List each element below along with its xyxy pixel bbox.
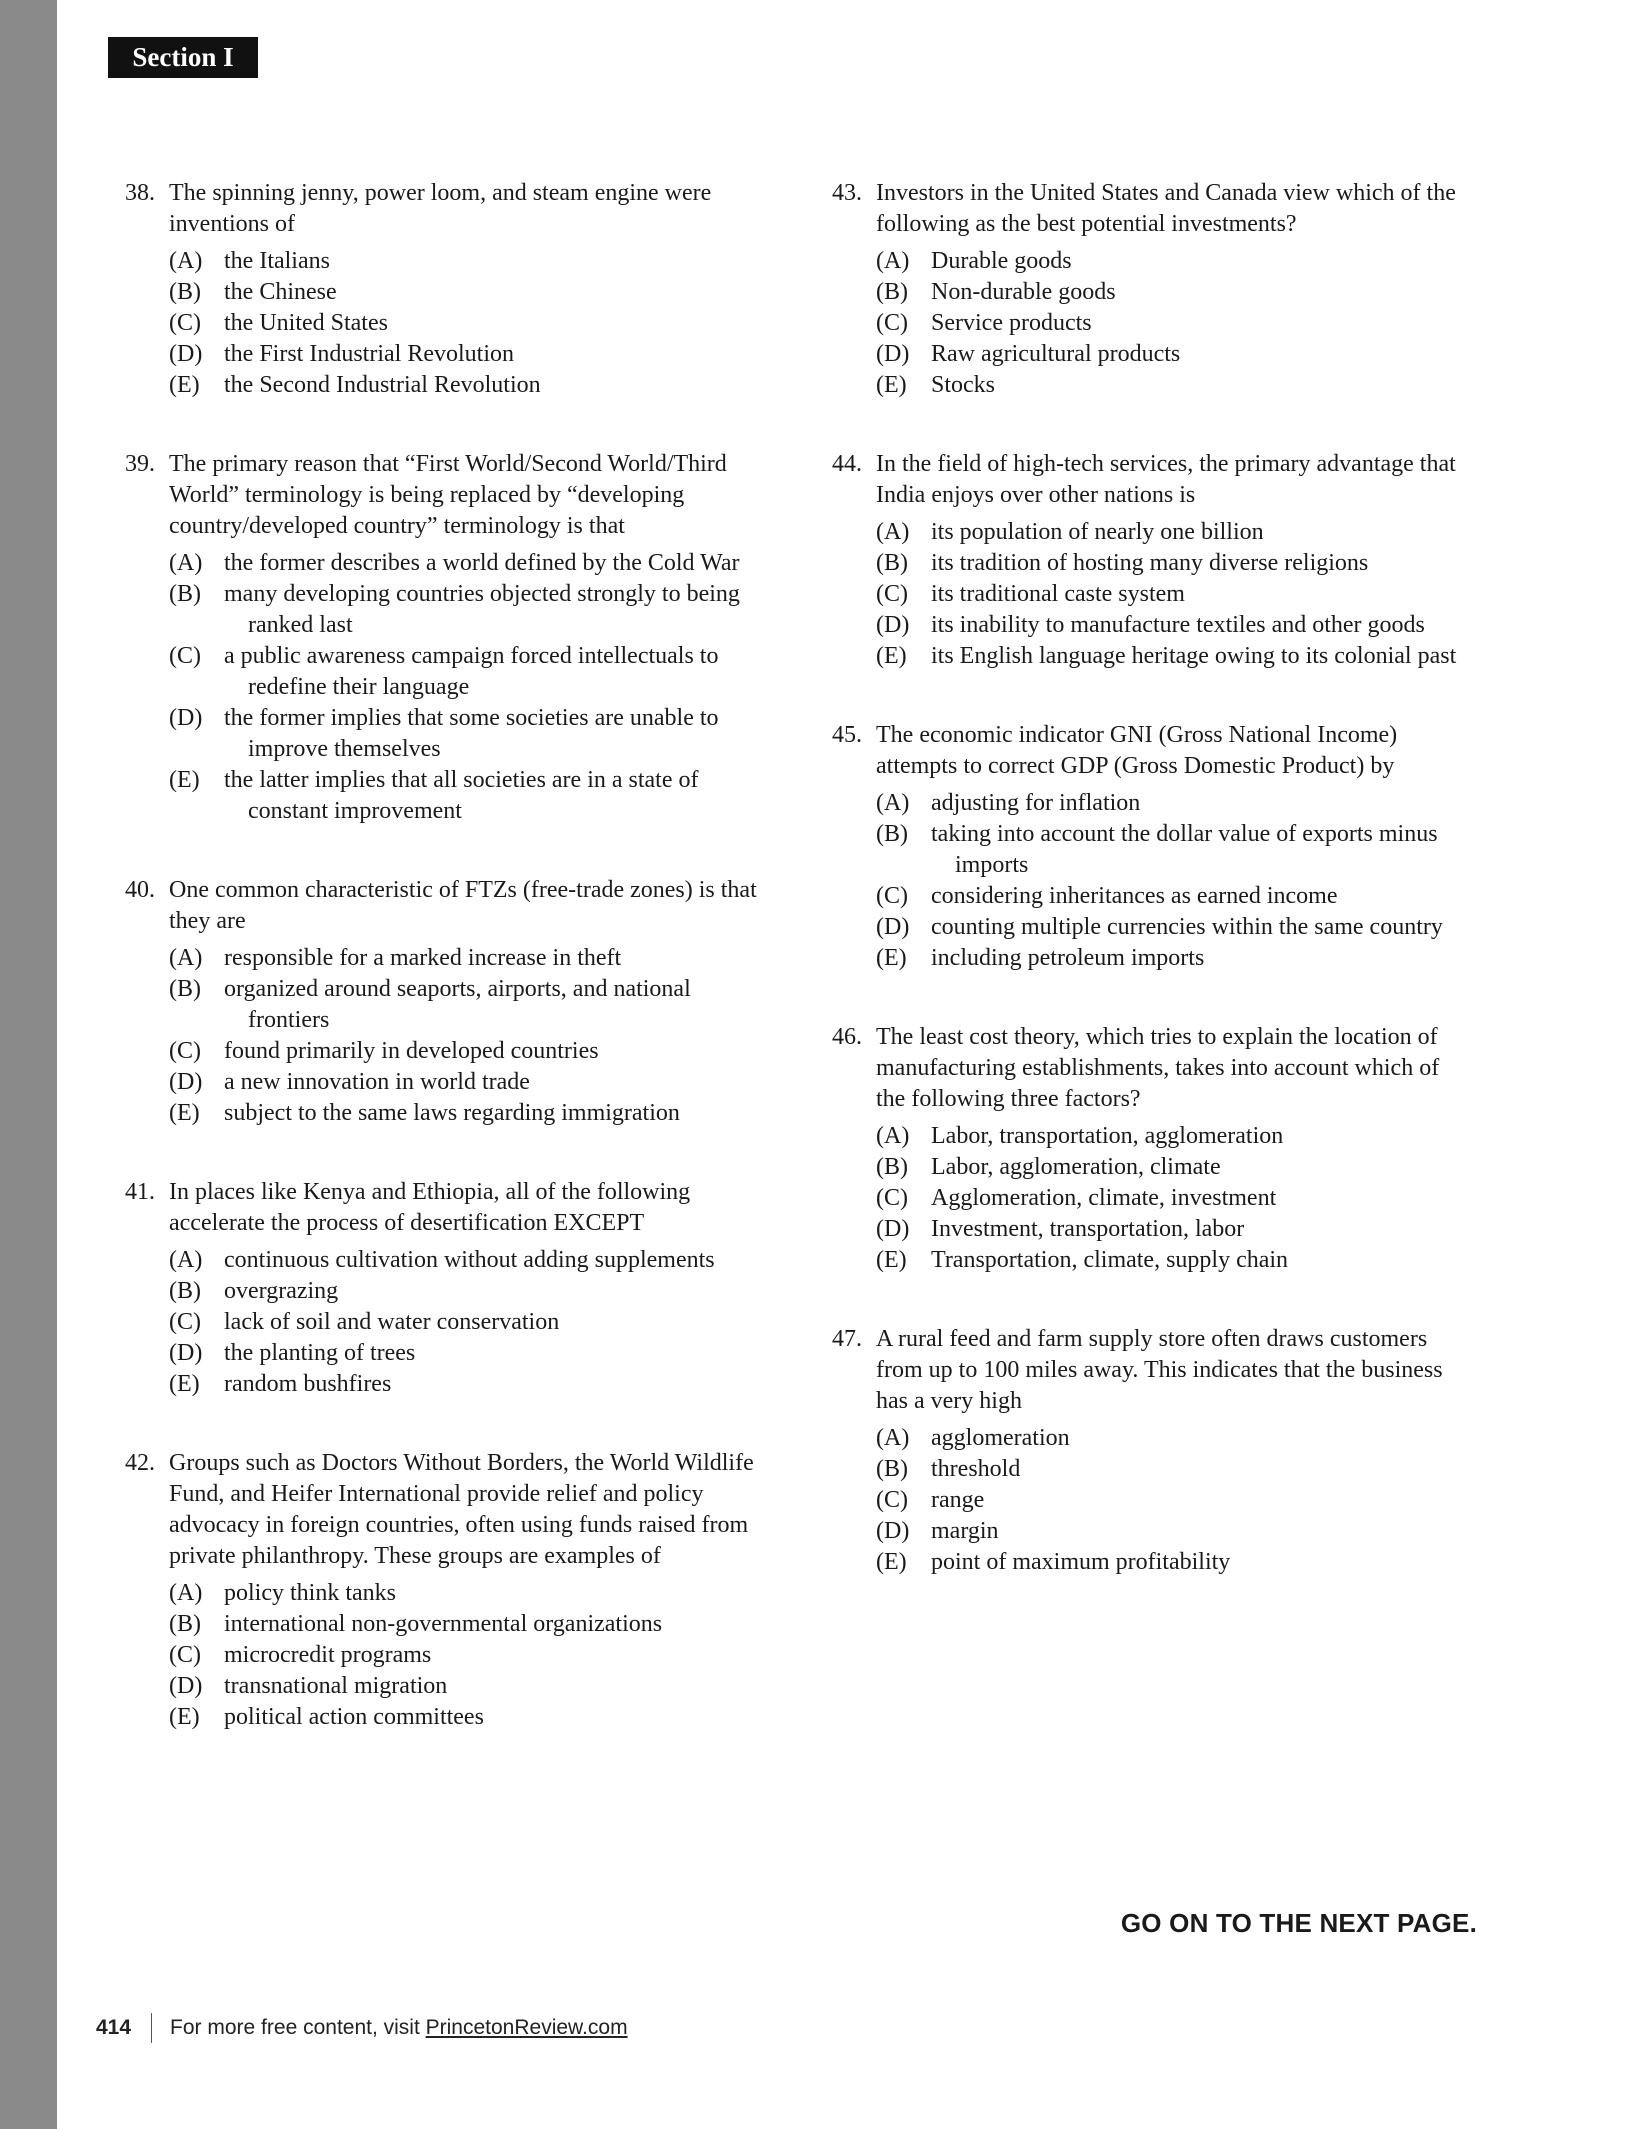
left-question-column	[125, 178, 765, 1733]
option-letter: (E)	[876, 1549, 907, 1575]
option-text: Investment, transportation, labor	[931, 1216, 1245, 1242]
page-number: 414	[96, 2016, 132, 2039]
answer-option	[169, 339, 765, 370]
answer-option	[169, 1702, 765, 1733]
answer-option	[169, 1640, 765, 1671]
question-text: The least cost theory, which tries to explain the location of manufacturing establishments, takes into account which of the following three factors?	[876, 1024, 1440, 1112]
option-text: the planting of trees	[224, 1340, 416, 1366]
answer-options	[169, 548, 765, 827]
option-letter: (D)	[876, 1216, 910, 1242]
option-text: subject to the same laws regarding immigration	[224, 1100, 680, 1126]
option-letter: (D)	[169, 341, 203, 367]
option-letter: (C)	[876, 1185, 908, 1211]
option-letter: (A)	[169, 945, 203, 971]
answer-options	[169, 246, 765, 401]
question-41	[125, 1177, 765, 1400]
answer-options	[876, 1121, 1472, 1276]
option-letter: (B)	[169, 1278, 201, 1304]
option-letter: (D)	[876, 914, 910, 940]
option-letter: (E)	[169, 1371, 200, 1397]
question-stem	[832, 449, 1472, 511]
option-text: Labor, agglomeration, climate	[931, 1154, 1221, 1180]
answer-option	[876, 548, 1472, 579]
option-text: the Chinese	[224, 279, 337, 305]
question-44	[832, 449, 1472, 672]
answer-options	[876, 246, 1472, 401]
option-letter: (E)	[876, 643, 907, 669]
answer-option	[876, 1485, 1472, 1516]
option-letter: (D)	[169, 1340, 203, 1366]
question-stem	[125, 1448, 765, 1572]
option-letter: (B)	[169, 976, 201, 1002]
question-text: A rural feed and farm supply store often draws customers from up to 100 miles away. This indicates that the business has a very high	[876, 1326, 1443, 1414]
answer-option	[169, 641, 765, 703]
question-46	[832, 1022, 1472, 1276]
option-text: Labor, transportation, agglomeration	[931, 1123, 1284, 1149]
question-spacer	[832, 672, 1472, 720]
answer-option	[169, 1036, 765, 1067]
answer-option	[169, 1307, 765, 1338]
option-letter: (B)	[169, 581, 201, 607]
option-text: considering inheritances as earned income	[931, 883, 1338, 909]
footer-link[interactable]: PrincetonReview.com	[425, 2016, 628, 2039]
option-text: the Italians	[224, 248, 330, 274]
option-letter: (D)	[876, 612, 910, 638]
answer-options	[169, 1578, 765, 1733]
question-number: 39.	[125, 451, 155, 477]
option-letter: (E)	[169, 1704, 200, 1730]
option-text: margin	[931, 1518, 999, 1544]
option-text: policy think tanks	[224, 1580, 396, 1606]
option-text: lack of soil and water conservation	[224, 1309, 560, 1335]
option-letter: (B)	[876, 1154, 908, 1180]
option-text: Service products	[931, 310, 1092, 336]
question-number: 47.	[832, 1326, 862, 1352]
option-letter: (B)	[876, 1456, 908, 1482]
option-letter: (E)	[876, 372, 907, 398]
option-letter: (C)	[169, 643, 201, 669]
option-text: microcredit programs	[224, 1642, 432, 1668]
option-letter: (B)	[169, 279, 201, 305]
answer-option	[876, 912, 1472, 943]
option-letter: (A)	[169, 550, 203, 576]
answer-option	[876, 943, 1472, 974]
question-number: 38.	[125, 180, 155, 206]
answer-option	[169, 1609, 765, 1640]
option-text: a new innovation in world trade	[224, 1069, 530, 1095]
question-text: The spinning jenny, power loom, and steam engine were inventions of	[169, 180, 712, 237]
question-text: In the field of high-tech services, the primary advantage that India enjoys over other nations is	[876, 451, 1456, 508]
option-letter: (C)	[876, 310, 908, 336]
option-text: Non-durable goods	[931, 279, 1116, 305]
section-label: Section I	[108, 37, 258, 78]
option-text: its English language heritage owing to its colonial past	[931, 643, 1457, 669]
option-text: its tradition of hosting many diverse religions	[931, 550, 1369, 576]
answer-option	[876, 246, 1472, 277]
question-spacer	[125, 1129, 765, 1177]
option-text: its inability to manufacture textiles and other goods	[931, 612, 1425, 638]
answer-option	[169, 277, 765, 308]
option-letter: (D)	[169, 1069, 203, 1095]
option-letter: (A)	[876, 248, 910, 274]
answer-option	[169, 308, 765, 339]
option-text: its population of nearly one billion	[931, 519, 1264, 545]
option-letter: (C)	[169, 1309, 201, 1335]
option-text: the Second Industrial Revolution	[224, 372, 541, 398]
option-text: overgrazing	[224, 1278, 339, 1304]
option-text: its traditional caste system	[931, 581, 1185, 607]
option-letter: (A)	[169, 1580, 203, 1606]
answer-option	[876, 1423, 1472, 1454]
option-text: threshold	[931, 1456, 1021, 1482]
question-stem	[125, 1177, 765, 1239]
page-edge-bar	[0, 0, 57, 2129]
option-letter: (E)	[876, 1247, 907, 1273]
question-text: In places like Kenya and Ethiopia, all of the following accelerate the process of desertification EXCEPT	[169, 1179, 691, 1236]
question-47	[832, 1324, 1472, 1578]
answer-option	[876, 1152, 1472, 1183]
question-text: Groups such as Doctors Without Borders, the World Wildlife Fund, and Heifer International provide relief and policy advocacy in foreign countries, often using funds raised from private philanthropy. These groups are examples of	[169, 1450, 754, 1569]
question-spacer	[125, 1400, 765, 1448]
option-letter: (B)	[876, 550, 908, 576]
question-spacer	[832, 974, 1472, 1022]
answer-option	[169, 579, 765, 641]
option-letter: (B)	[169, 1611, 201, 1637]
option-text: agglomeration	[931, 1425, 1070, 1451]
question-number: 45.	[832, 722, 862, 748]
answer-option	[876, 641, 1472, 672]
question-spacer	[832, 1276, 1472, 1324]
question-text: The primary reason that “First World/Second World/Third World” terminology is being replaced by “developing country/developed country” terminology is that	[169, 451, 727, 539]
option-text: Durable goods	[931, 248, 1072, 274]
answer-options	[876, 1423, 1472, 1578]
option-letter: (D)	[169, 1673, 203, 1699]
footer-text: For more free content, visit	[170, 2016, 426, 2039]
option-letter: (E)	[169, 767, 200, 793]
question-text: Investors in the United States and Canada view which of the following as the best potential investments?	[876, 180, 1456, 237]
answer-option	[169, 1067, 765, 1098]
option-text: counting multiple currencies within the same country	[931, 914, 1443, 940]
option-letter: (C)	[169, 1038, 201, 1064]
answer-option	[169, 1276, 765, 1307]
option-text: organized around seaports, airports, and national frontiers	[224, 976, 691, 1033]
answer-option	[169, 1578, 765, 1609]
option-text: international non-governmental organizations	[224, 1611, 663, 1637]
option-letter: (B)	[876, 821, 908, 847]
question-text: One common characteristic of FTZs (free-trade zones) is that they are	[169, 877, 757, 934]
option-letter: (D)	[876, 341, 910, 367]
question-43	[832, 178, 1472, 401]
option-text: political action committees	[224, 1704, 484, 1730]
option-letter: (D)	[169, 705, 203, 731]
option-text: the United States	[224, 310, 388, 336]
answer-option	[876, 881, 1472, 912]
option-text: the First Industrial Revolution	[224, 341, 514, 367]
footer-divider	[151, 2013, 152, 2043]
answer-option	[876, 308, 1472, 339]
option-text: responsible for a marked increase in theft	[224, 945, 622, 971]
option-letter: (A)	[876, 519, 910, 545]
option-text: taking into account the dollar value of exports minus imports	[931, 821, 1438, 878]
option-text: point of maximum profitability	[931, 1549, 1231, 1575]
answer-option	[876, 277, 1472, 308]
option-letter: (C)	[876, 883, 908, 909]
question-number: 44.	[832, 451, 862, 477]
option-text: the former implies that some societies are unable to improve themselves	[224, 705, 719, 762]
answer-option	[169, 1098, 765, 1129]
question-number: 43.	[832, 180, 862, 206]
question-spacer	[125, 827, 765, 875]
option-text: transnational migration	[224, 1673, 448, 1699]
question-stem	[832, 1022, 1472, 1115]
option-letter: (E)	[169, 1100, 200, 1126]
question-number: 41.	[125, 1179, 155, 1205]
answer-options	[876, 788, 1472, 974]
question-number: 46.	[832, 1024, 862, 1050]
question-spacer	[125, 401, 765, 449]
answer-option	[876, 1547, 1472, 1578]
answer-option	[876, 579, 1472, 610]
question-text: The economic indicator GNI (Gross National Income) attempts to correct GDP (Gross Domestic Product) by	[876, 722, 1398, 779]
question-39	[125, 449, 765, 827]
answer-option	[876, 610, 1472, 641]
option-letter: (C)	[169, 310, 201, 336]
option-text: many developing countries objected strongly to being ranked last	[224, 581, 740, 638]
option-text: the former describes a world defined by the Cold War	[224, 550, 740, 576]
question-spacer	[832, 401, 1472, 449]
answer-option	[169, 370, 765, 401]
right-question-column	[832, 178, 1472, 1578]
answer-option	[876, 819, 1472, 881]
question-number: 40.	[125, 877, 155, 903]
answer-option	[876, 1516, 1472, 1547]
question-stem	[125, 875, 765, 937]
answer-option	[876, 370, 1472, 401]
question-stem	[125, 449, 765, 542]
answer-option	[876, 339, 1472, 370]
option-letter: (A)	[876, 790, 910, 816]
option-letter: (A)	[876, 1123, 910, 1149]
answer-option	[876, 1214, 1472, 1245]
option-letter: (A)	[876, 1425, 910, 1451]
answer-options	[169, 943, 765, 1129]
option-text: Raw agricultural products	[931, 341, 1181, 367]
option-letter: (B)	[876, 279, 908, 305]
option-text: including petroleum imports	[931, 945, 1205, 971]
answer-option	[169, 1369, 765, 1400]
question-stem	[125, 178, 765, 240]
option-letter: (A)	[169, 248, 203, 274]
answer-option	[169, 974, 765, 1036]
option-letter: (C)	[169, 1642, 201, 1668]
option-text: a public awareness campaign forced intellectuals to redefine their language	[224, 643, 719, 700]
answer-option	[169, 548, 765, 579]
question-42	[125, 1448, 765, 1733]
question-45	[832, 720, 1472, 974]
option-text: adjusting for inflation	[931, 790, 1141, 816]
answer-option	[876, 1183, 1472, 1214]
option-text: continuous cultivation without adding supplements	[224, 1247, 715, 1273]
answer-option	[876, 1121, 1472, 1152]
answer-option	[169, 943, 765, 974]
question-stem	[832, 178, 1472, 240]
page-footer	[96, 2012, 628, 2044]
answer-option	[169, 246, 765, 277]
answer-option	[876, 1245, 1472, 1276]
question-38	[125, 178, 765, 401]
question-40	[125, 875, 765, 1129]
answer-option	[169, 765, 765, 827]
option-text: random bushfires	[224, 1371, 392, 1397]
answer-options	[876, 517, 1472, 672]
option-text: Agglomeration, climate, investment	[931, 1185, 1277, 1211]
answer-option	[876, 1454, 1472, 1485]
answer-option	[169, 1338, 765, 1369]
option-text: range	[931, 1487, 985, 1513]
answer-options	[169, 1245, 765, 1400]
option-letter: (C)	[876, 1487, 908, 1513]
option-text: Transportation, climate, supply chain	[931, 1247, 1289, 1273]
option-letter: (E)	[876, 945, 907, 971]
option-text: found primarily in developed countries	[224, 1038, 599, 1064]
option-letter: (C)	[876, 581, 908, 607]
option-text: the latter implies that all societies are in a state of constant improvement	[224, 767, 699, 824]
option-letter: (D)	[876, 1518, 910, 1544]
question-stem	[832, 720, 1472, 782]
answer-option	[876, 788, 1472, 819]
question-stem	[832, 1324, 1472, 1417]
option-text: Stocks	[931, 372, 996, 398]
answer-option	[169, 1245, 765, 1276]
option-letter: (E)	[169, 372, 200, 398]
option-letter: (A)	[169, 1247, 203, 1273]
answer-option	[169, 1671, 765, 1702]
answer-option	[169, 703, 765, 765]
answer-option	[876, 517, 1472, 548]
question-number: 42.	[125, 1450, 155, 1476]
go-on-notice: GO ON TO THE NEXT PAGE.	[1120, 1908, 1477, 1938]
